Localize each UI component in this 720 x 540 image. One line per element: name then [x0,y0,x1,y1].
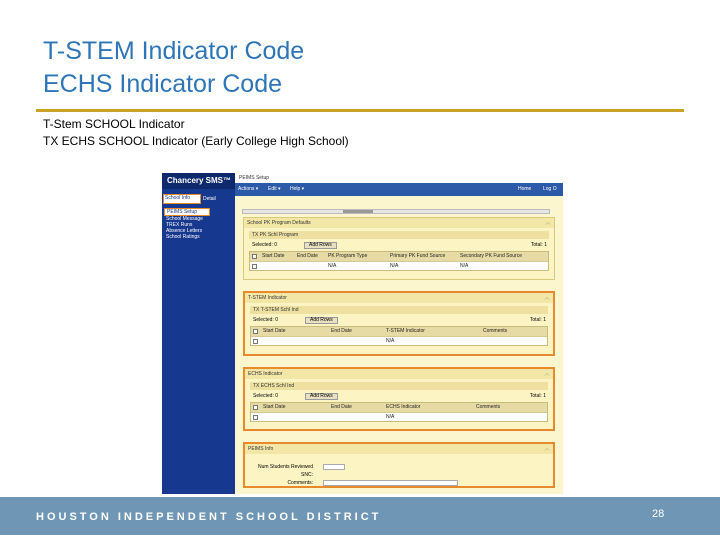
panel-tstem [243,291,555,356]
app-screenshot [162,173,563,494]
total-count: Total: 1 [529,317,546,323]
column-header: Start Date [263,328,286,334]
collapse-icon[interactable]: ︿ [544,295,550,301]
selected-count: Selected: 0 [253,317,279,323]
table-row[interactable] [250,261,548,270]
panel-title: School PK Program Defaults [247,220,311,226]
footer-org-name: HOUSTON INDEPENDENT SCHOOL DISTRICT [36,511,382,523]
column-header: Start Date [262,253,285,259]
column-header: End Date [331,404,352,410]
side-item-trex-runs[interactable]: TREX Runs [166,222,193,228]
panel-echs [243,367,555,431]
column-header: ECHS Indicator [386,404,421,410]
snc-label: SNC: [301,472,313,478]
sub-header: TX T-STEM Schl Ind [250,306,548,314]
table-cell: N/A [328,263,337,269]
menu-help[interactable]: Help ▾ [290,186,305,192]
table-cell: N/A [386,414,395,420]
collapse-icon[interactable]: ︿ [544,371,550,377]
form-row [245,463,553,471]
panel-title: ECHS Indicator [248,371,283,377]
select-all-checkbox[interactable] [253,405,258,410]
collapse-icon[interactable]: ︿ [544,446,550,452]
column-header: Comments [476,404,501,410]
comments-input[interactable] [323,480,458,486]
tab-detail[interactable]: Detail [203,196,216,202]
table-cell: N/A [390,263,399,269]
selected-count: Selected: 0 [252,242,278,248]
panel-pk-program [243,217,555,280]
add-rows-button[interactable]: Add Rows [305,393,338,400]
table-row[interactable] [251,336,547,345]
panel-peims-info [243,442,555,488]
num-students-input[interactable] [323,464,345,470]
column-header: End Date [297,253,318,259]
slide-title [43,35,304,101]
menu-home[interactable]: Home [518,186,532,192]
spacer [245,454,553,463]
grid-header [250,252,548,261]
total-count: Total: 1 [529,393,546,399]
horizontal-scrollbar[interactable] [242,209,550,214]
column-header: Comments [483,328,508,334]
column-header: Primary PK Fund Source [390,253,446,259]
panel-header [245,293,553,303]
panel-header [244,218,554,228]
select-all-checkbox[interactable] [252,254,257,259]
num-students-label: Num Students Reviewed [257,464,313,470]
side-item-school-message[interactable]: School Message [166,216,203,222]
collapse-icon[interactable]: ︿ [545,220,551,226]
grid-header [251,403,547,412]
add-rows-button[interactable]: Add Rows [305,317,338,324]
title-divider [36,109,684,112]
selected-count: Selected: 0 [253,393,279,399]
footer-bar [0,497,720,535]
row-checkbox[interactable] [252,264,257,269]
column-header: Secondary PK Fund Source [460,253,522,259]
side-item-absence-letters[interactable]: Absence Letters [166,228,203,234]
menu-logout[interactable]: Log O [543,186,557,192]
data-grid [250,326,548,346]
column-header: T-STEM Indicator [386,328,425,334]
select-all-checkbox[interactable] [253,329,258,334]
total-count: Total: 1 [530,242,547,248]
scrollbar-thumb[interactable] [343,210,373,213]
table-row[interactable] [251,412,547,421]
selection-row [250,315,548,326]
menu-actions[interactable]: Actions ▾ [238,186,259,192]
title-line-1: T-STEM Indicator Code [43,37,305,65]
app-page-title: PEIMS Setup [235,173,563,183]
panel-header [245,444,553,454]
page-number: 28 [652,508,665,520]
tab-school-info[interactable]: School Info [163,194,201,204]
column-header: End Date [331,328,352,334]
side-item-school-ratings[interactable]: School Ratings [166,234,200,240]
add-rows-button[interactable]: Add Rows [304,242,337,249]
body-line-1: T-Stem SCHOOL Indicator [43,117,185,131]
column-header: PK Program Type [328,253,368,259]
grid-header [251,327,547,336]
selection-row [250,391,548,402]
app-logo: Chancery SMS™ [162,173,235,189]
body-text [43,116,349,150]
sub-header: TX PK Schl Program [249,231,549,239]
data-grid [249,251,549,271]
table-cell: N/A [460,263,469,269]
comments-label: Comments: [287,480,313,486]
row-checkbox[interactable] [253,339,258,344]
table-cell: N/A [386,338,395,344]
panel-title: PEIMS Info [248,446,274,452]
row-checkbox[interactable] [253,415,258,420]
form-row [245,471,553,479]
sub-header: TX ECHS Schl Ind [250,382,548,390]
body-line-2: TX ECHS SCHOOL Indicator (Early College High School) [43,134,349,148]
menu-edit[interactable]: Edit ▾ [268,186,281,192]
app-sidebar [162,173,235,494]
form-row [245,479,553,487]
title-line-2: ECHS Indicator Code [43,70,283,98]
column-header: Start Date [263,404,286,410]
panel-header [245,369,553,379]
panel-title: T-STEM Indicator [248,295,287,301]
side-nav [164,208,233,240]
data-grid [250,402,548,422]
selection-row [249,240,549,251]
app-menubar [235,183,563,196]
side-item-peims-setup[interactable]: PEIMS Setup [164,208,210,216]
